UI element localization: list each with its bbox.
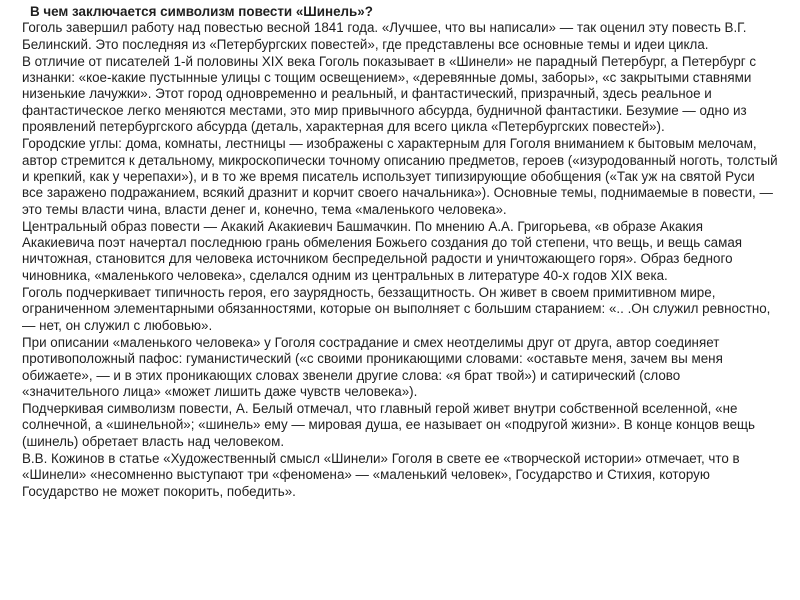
paragraph-8: В.В. Кожинов в статье «Художественный смысл «Шинели» Гоголя в свете ее «творческой истории» отмечает, что в «Шинели» «несомненно выступают три «феномена» — «маленький человек», Государство и Стихия, которую Государство не может покорить, победить». [22,451,740,499]
paragraph-6: При описании «маленького человека» у Гоголя сострадание и смех неотделимы друг от друга, автор соединяет противоположный пафос: гуманистический («с своими проникающими словами: «оставьте меня, зачем вы меня обижаете», — и в этих проникающих словах звенели другие слова: «я брат твой») и сатирический (слово «значительного лица» «может лишить даже чувств человека»). [22,334,723,399]
paragraph-4: Центральный образ повести — Акакий Акакиевич Башмачкин. По мнению А.А. Григорьева, «в образе Акакия Акакиевича поэт начертал последнюю грань обмеления Божьего создания до той степени, что вещь, и вещь самая ничтожная, становится для человека источником беспредельной радости и уничтожающего горя». Образ бедного чиновника, «маленького человека», сделался одним из центральных в литературе 40-х годов XIX века. [22,218,743,283]
paragraph-3: Городские углы: дома, комнаты, лестницы — изображены с характерным для Гоголя вниманием к бытовым мелочам, автор стремится к детальному, микроскопически точному описанию предметов, героев («изуродованный ноготь, толстый и крепкий, как у черепахи»), и в то же время писатель использует типизирующие обобщения («Так уж на святой Руси все заражено подражанием, всякий дразнит и корчит своего начальника»). Основные темы, поднимаемые в повести, — это темы власти чина, власти денег и, конечно, тема «маленького человека». [22,136,778,217]
paragraph-5: Гоголь подчеркивает типичность героя, его заурядность, беззащитность. Он живет в своем примитивном мире, ограниченном элементарными обязанностями, которые он выполняет с большим старанием: «.. .Он служил ревностно, — нет, он служил с любовью». [22,285,771,333]
text-content [22,4,778,500]
paragraph-1: Гоголь завершил работу над повестью весной 1841 года. «Лучшее, что вы написали» — так оценил эту повесть В.Г. Белинский. Это последняя из «Петербургских повестей», где представлены все основные темы и идеи цикла. [22,20,747,52]
paragraph-2: В отличие от писателей 1-й половины XIX века Гоголь показывает в «Шинели» не парадный Петербург, а Петербург с изнанки: «кое-какие пустынные улицы с тощим освещением», «деревянные домы, заборы», «с закрытыми ставнями низенькие лачужки». Этот город одновременно и реальный, и фантастический, призрачный, здесь реальное и фантастическое легко меняются местами, это мир привычного абсурда, будничной фантастики. Безумие — одно из проявлений петербургского абсурда (деталь, характерная для всего цикла «Петербургских повестей»). [22,53,757,135]
page-title: В чем заключается символизм повести «Шинель»? [30,4,373,19]
paragraph-7: Подчеркивая символизм повести, А. Белый отмечал, что главный герой живет внутри собственной вселенной, «не солнечной, а «шинельной»; «шинель» ему — мировая душа, ее называет он «подругой жизни». В конце концов вещь (шинель) обретает власть над человеком. [22,401,756,449]
